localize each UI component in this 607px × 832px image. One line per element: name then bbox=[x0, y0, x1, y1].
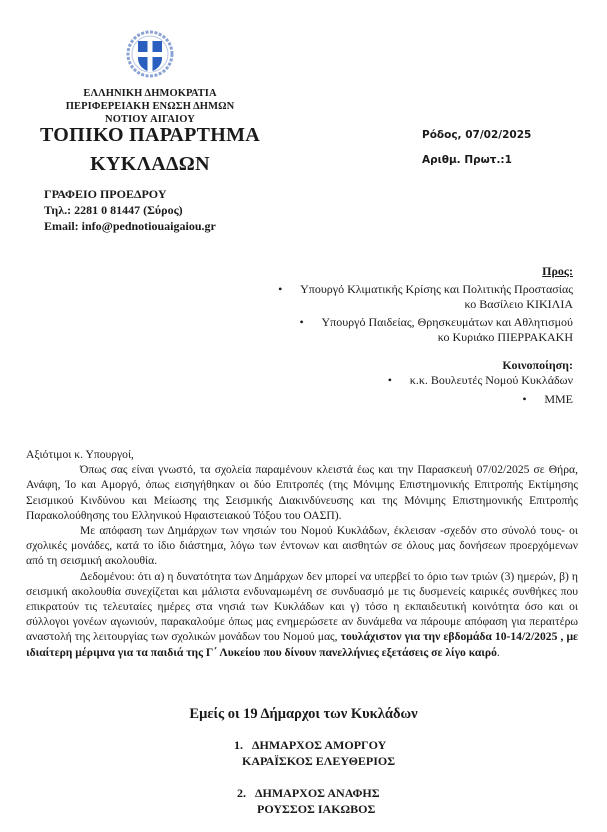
recipients-block bbox=[300, 264, 573, 407]
mayor-role: ΔΗΜΑΡΧΟΣ ΑΝΑΦΗΣ bbox=[255, 786, 380, 800]
mayor-item bbox=[237, 785, 380, 817]
letter-body bbox=[26, 447, 578, 660]
paragraph-3-text: Δεδομένου: ότι α) η δυνατότητα των Δημάρχων δεν μπορεί να υπερβεί το όριο των τριών (3) ημερών, β) η σεισμική ακολουθία συνεχίζεται και μάλιστα ενδυναμωμένη σε συνδυασμό με τις δυσμενείς καιρικές συνθήκες που επικρατούν τις τελευταίες ημέρες στα νησιά των Κυκλάδων και γ) τόσο η εκπαιδευτική κοινότητα όσο και οι σύλλογοι γονέων αγωνιούν, παρακαλούμε όπως μας ενημερώσετε αν δυνάμεθα να πάρουμε απόφαση για περαιτέρω αναστολή της λειτουργίας των σχολικών μονάδων του Νομού μας, bbox=[26, 569, 578, 644]
mayor-item bbox=[234, 737, 395, 769]
office-name: ΓΡΑΦΕΙΟ ΠΡΟΕΔΡΟΥ bbox=[44, 187, 167, 201]
place-date: Ρόδος, 07/02/2025 bbox=[422, 129, 532, 141]
mayor-number: 2. bbox=[237, 786, 246, 800]
recipient-person: κο Κυριάκο ΠΙΕΡΡΑΚΑΚΗ bbox=[437, 330, 573, 344]
paragraph-3-end: . bbox=[496, 645, 500, 659]
cc-label: Κοινοποίηση: bbox=[502, 357, 573, 372]
recipient-person: κο Βασίλειο ΚΙΚΙΛΙΑ bbox=[464, 297, 573, 311]
mayor-name: ΡΟΥΣΣΟΣ ΙΑΚΩΒΟΣ bbox=[257, 802, 376, 816]
paragraph-3-emphasis: τουλάχιστον για την εβδομάδα 10-14/2/2025 , με ιδιαίτερη μέριμνα για τα παιδιά της Γ΄ Λυκείου που δίνουν πανελλήνιες εξετάσεις σε λίγο καιρό bbox=[26, 630, 578, 659]
cc-item: • ΜΜΕ bbox=[544, 392, 573, 408]
paragraph-2: Με απόφαση των Δημάρχων των νησιών του Νομού Κυκλάδων, έκλεισαν -σχεδόν στο σύνολό τους- οι σχολικές μονάδες, κατά το ίδιο διάστημα, λόγω των έντονων και αισθητών σε όλους μας δονήσεων προερχόμενων από τη σεισμική ακολουθία. bbox=[26, 524, 578, 568]
salutation: Αξιότιμοι κ. Υπουργοί, bbox=[26, 448, 134, 461]
recipient-line: • Υπουργό Κλιματικής Κρίσης και Πολιτικής Προστασίας bbox=[300, 282, 573, 298]
recipient-item bbox=[300, 315, 573, 346]
to-label: Προς: bbox=[542, 264, 573, 278]
cc-item: • κ.κ. Βουλευτές Νομού Κυκλάδων bbox=[410, 373, 573, 389]
office-email: Email: info@pednotiouaigaiou.gr bbox=[44, 219, 216, 233]
header-line-republic: ΕΛΛΗΝΙΚΗ ΔΗΜΟΚΡΑΤΙΑ bbox=[83, 88, 217, 99]
recipient-item bbox=[300, 282, 573, 313]
mayor-role: ΔΗΜΑΡΧΟΣ ΑΜΟΡΓΟΥ bbox=[252, 738, 387, 752]
greek-coat-of-arms-icon bbox=[126, 30, 174, 78]
header-line-union: ΠΕΡΙΦΕΡΕΙΑΚΗ ΕΝΩΣΗ ΔΗΜΩΝ bbox=[65, 101, 235, 112]
protocol-number: Αριθμ. Πρωτ.:1 bbox=[422, 154, 512, 166]
paragraph-1: Όπως σας είναι γνωστό, τα σχολεία παραμένουν κλειστά έως και την Παρασκευή 07/02/2025 σε Θήρα, Ανάφη, Ίο και Αμοργό, όπως εισηγήθηκαν οι δύο Επιτροπές (της Μόνιμης Επιστημονικής Επιτροπής Εκτίμησης Σεισμικού Κινδύνου και Μείωσης της Σεισμικής Διακινδύνευσης και της Μόνιμης Επιστημονικής Επιτροπής Παρακολούθησης του Ελληνικού Ηφαιστειακού Τόξου του ΟΑΣΠ). bbox=[26, 463, 578, 522]
paragraph-3 bbox=[26, 569, 578, 660]
mayor-number: 1. bbox=[234, 738, 243, 752]
header-line-region: ΝΟΤΙΟΥ ΑΙΓΑΙΟΥ bbox=[105, 114, 195, 125]
header-title-cyclades: ΚΥΚΛΑΔΩΝ bbox=[90, 153, 210, 175]
mayor-name: ΚΑΡΑΪΣΚΟΣ ΕΛΕΥΘΕΡΙΟΣ bbox=[242, 754, 396, 768]
header-title-branch: ΤΟΠΙΚΟ ΠΑΡΑΡΤΗΜΑ bbox=[39, 124, 261, 146]
signatories-title: Εμείς οι 19 Δήμαρχοι των Κυκλάδων bbox=[189, 706, 418, 722]
office-phone: Τηλ.: 2281 0 81447 (Σύρος) bbox=[44, 203, 183, 217]
recipient-line: • Υπουργό Παιδείας, Θρησκευμάτων και Αθλητισμού bbox=[322, 315, 573, 331]
office-block bbox=[44, 186, 216, 234]
